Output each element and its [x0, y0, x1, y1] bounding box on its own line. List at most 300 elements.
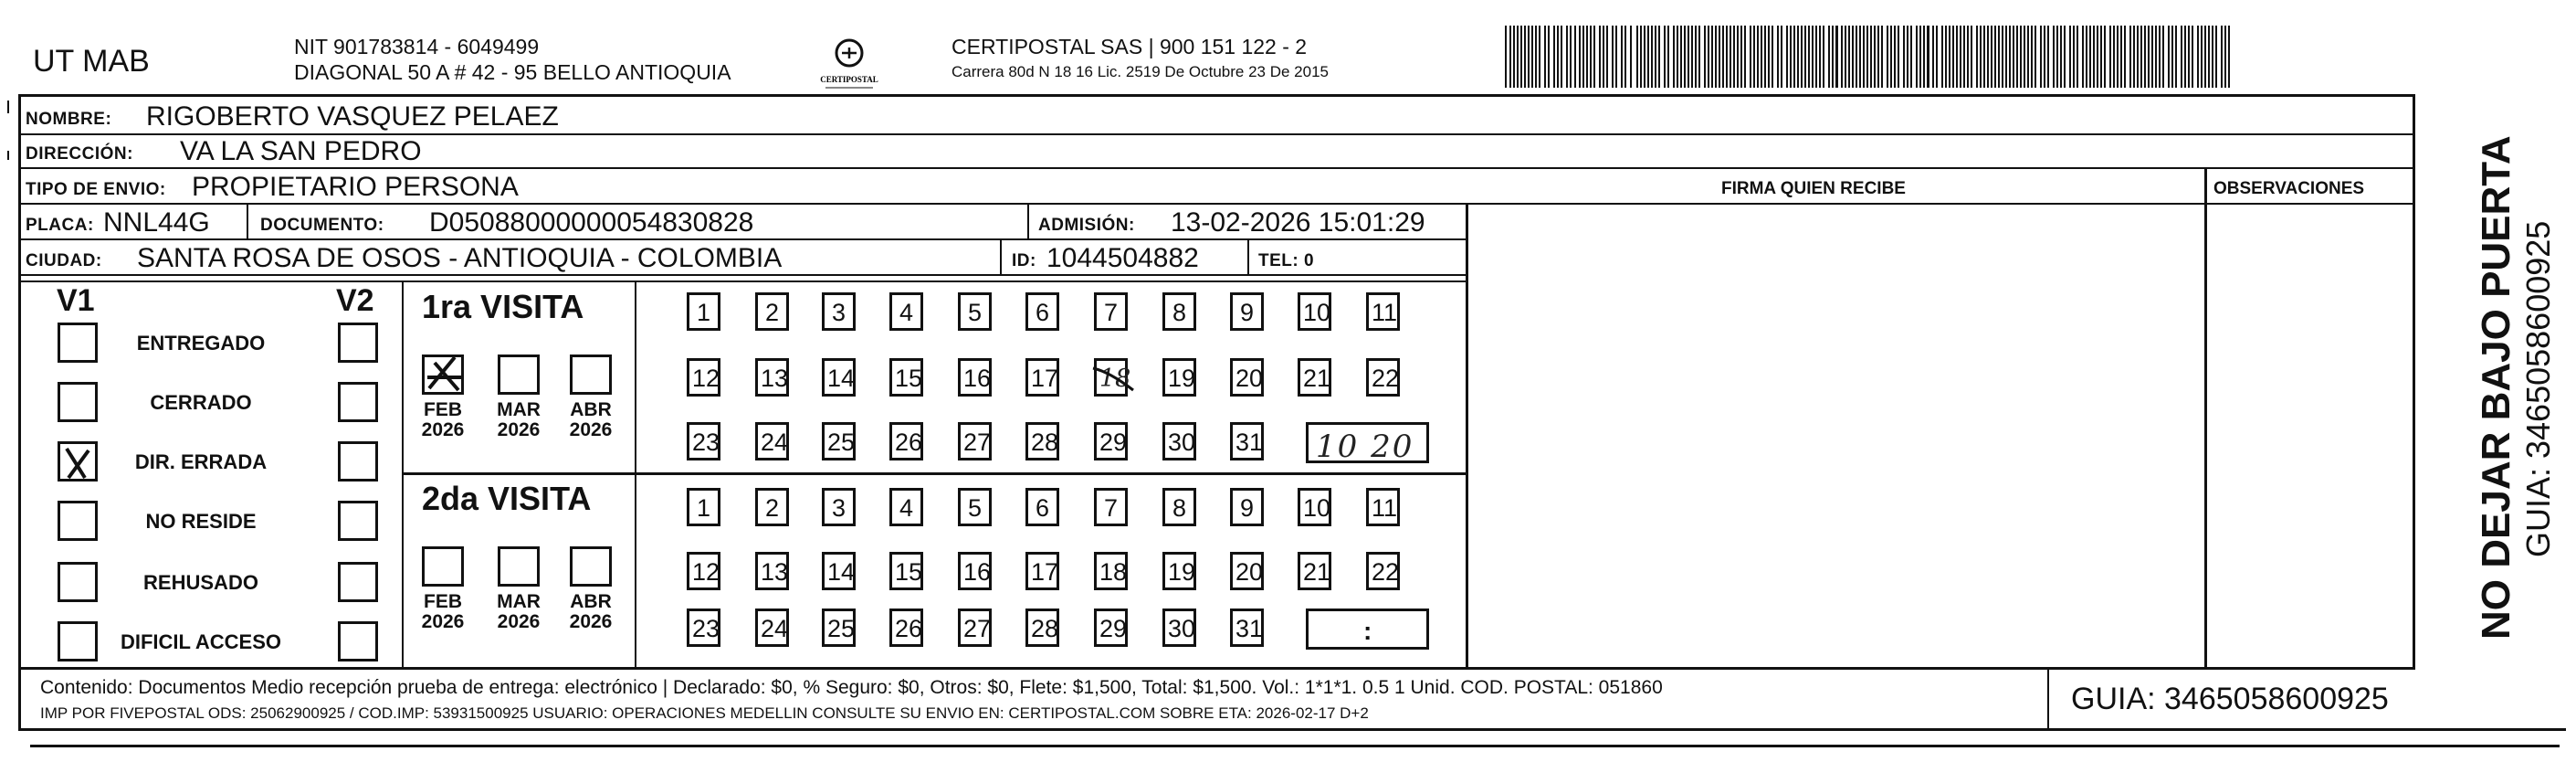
barcode-bar	[1750, 26, 1751, 88]
barcode-bar	[1815, 26, 1817, 88]
barcode-bar	[1531, 26, 1533, 88]
barcode-bar	[1744, 26, 1746, 88]
logo-text: CERTIPOSTAL	[820, 75, 878, 84]
barcode-bar	[1708, 26, 1709, 88]
barcode-bar	[1630, 26, 1632, 88]
barcode-bar	[1949, 26, 1950, 88]
day-checkbox[interactable]: 2	[755, 488, 789, 526]
day-checkbox[interactable]: 3	[822, 488, 856, 526]
barcode-bar	[1566, 26, 1568, 88]
barcode-bar	[1963, 26, 1965, 88]
barcode-bar	[1574, 26, 1576, 88]
footer-guide: GUIA: 3465058600925	[2071, 682, 2389, 716]
v2-label: V2	[336, 283, 374, 318]
day-checkbox[interactable]: 12	[687, 358, 720, 397]
barcode-bar	[1804, 26, 1806, 88]
barcode-bar	[2155, 26, 2157, 88]
barcode-bar	[1761, 26, 1762, 88]
month-checkbox[interactable]	[498, 546, 540, 587]
barcode-bar	[1945, 26, 1947, 88]
barcode	[1505, 26, 2235, 88]
barcode-bar	[1640, 26, 1642, 88]
day-checkbox[interactable]: 7	[1094, 488, 1128, 526]
tel-label: TEL:	[1258, 251, 1299, 270]
day-checkbox[interactable]: 11	[1366, 292, 1400, 331]
barcode-bar	[1655, 26, 1656, 88]
day-checkbox[interactable]: 8	[1162, 488, 1196, 526]
barcode-bar	[1863, 26, 1865, 88]
month-label: MAR 2026	[497, 399, 541, 441]
id-value: 1044504882	[1046, 243, 1199, 273]
barcode-bar	[1772, 26, 1773, 88]
barcode-bar	[1960, 26, 1961, 88]
document-label: DOCUMENTO:	[260, 216, 384, 235]
barcode-bar	[1994, 26, 1996, 88]
address-label: DIRECCIÓN:	[26, 144, 133, 164]
day-checkbox[interactable]: 23	[687, 422, 720, 460]
barcode-bar	[2044, 26, 2045, 88]
v2-checkbox[interactable]	[338, 562, 378, 602]
barcode-bar	[1823, 26, 1824, 88]
day-checkbox[interactable]: 28	[1025, 422, 1059, 460]
time-box[interactable]	[1306, 609, 1429, 650]
barcode-bar	[1757, 26, 1759, 88]
month-checkbox[interactable]	[422, 355, 464, 395]
month-checkbox[interactable]	[498, 355, 540, 395]
barcode-bar	[1790, 26, 1792, 88]
barcode-bar	[1544, 26, 1546, 88]
v1-label: V1	[57, 283, 95, 318]
barcode-bar	[2228, 26, 2230, 88]
barcode-bar	[1976, 26, 1978, 88]
barcode-bar	[1680, 26, 1682, 88]
barcode-bar	[2013, 26, 2014, 88]
barcode-bar	[1812, 26, 1814, 88]
frame-top	[18, 94, 2415, 97]
barcode-bar	[1952, 26, 1954, 88]
day-checkbox[interactable]: 16	[958, 358, 992, 397]
barcode-bar	[2212, 26, 2213, 88]
barcode-bar	[2047, 26, 2049, 88]
barcode-bar	[1793, 26, 1795, 88]
barcode-bar	[2089, 26, 2091, 88]
barcode-bar	[1848, 26, 1850, 88]
barcode-bar	[2002, 26, 2003, 88]
barcode-bar	[1715, 26, 1717, 88]
barcode-bar	[2140, 26, 2142, 88]
footer-contents: Contenido: Documentos Medio recepción prueba de entrega: electrónico | Declarado: $0, % Seguro: $0, Otros: $0, Flete: $1,500, Total: $1,500. Vol.: 1*1*1. 0.5 1 Unid. COD. POSTAL: 051860	[40, 677, 1663, 698]
barcode-bar	[1856, 26, 1857, 88]
status-label: CERRADO	[150, 391, 252, 414]
status-label: ENTREGADO	[136, 332, 266, 355]
day-checkbox[interactable]: 2	[755, 292, 789, 331]
barcode-bar	[2031, 26, 2033, 88]
v2-checkbox[interactable]	[338, 621, 378, 661]
admission-label: ADMISIÓN:	[1038, 216, 1135, 235]
barcode-bar	[1919, 26, 1921, 88]
day-checkbox[interactable]: 20	[1230, 552, 1264, 590]
barcode-bar	[1684, 26, 1686, 88]
barcode-bar	[1553, 26, 1555, 88]
barcode-bar	[1524, 26, 1526, 88]
barcode-bar	[1967, 26, 1969, 88]
barcode-bar	[1819, 26, 1821, 88]
barcode-bar	[1673, 26, 1675, 88]
shipment-type: PROPIETARIO PERSONA	[192, 172, 519, 202]
barcode-bar	[1698, 26, 1700, 88]
barcode-bar	[1624, 26, 1626, 88]
day-checkbox[interactable]: 31	[1230, 609, 1264, 647]
vertical-guide: GUIA: 3465058600925	[2519, 220, 2557, 557]
barcode-bar	[1916, 26, 1918, 88]
barcode-bar	[1688, 26, 1689, 88]
barcode-bar	[2035, 26, 2036, 88]
day-checkbox[interactable]: 10	[1298, 488, 1331, 526]
barcode-bar	[1664, 26, 1666, 88]
barcode-bar	[1517, 26, 1519, 88]
barcode-bar	[2064, 26, 2066, 88]
barcode-bar	[1941, 26, 1943, 88]
barcode-bar	[1971, 26, 1972, 88]
day-checkbox[interactable]: 19	[1162, 552, 1196, 590]
day-checkbox[interactable]: 25	[822, 609, 856, 647]
day-checkbox[interactable]: 16	[958, 552, 992, 590]
barcode-bar	[2093, 26, 2095, 88]
barcode-bar	[2009, 26, 2011, 88]
day-checkbox[interactable]: 28	[1025, 609, 1059, 647]
barcode-bar	[2027, 26, 2029, 88]
barcode-bar	[2053, 26, 2055, 88]
barcode-bar	[1621, 26, 1623, 88]
barcode-bar	[1801, 26, 1803, 88]
day-checkbox[interactable]: 10	[1298, 292, 1331, 331]
day-checkbox[interactable]: 1	[687, 488, 720, 526]
barcode-bar	[2016, 26, 2018, 88]
barcode-bar	[2184, 26, 2186, 88]
barcode-bar	[2162, 26, 2164, 88]
barcode-bar	[1528, 26, 1530, 88]
day-checkbox[interactable]: 13	[755, 552, 789, 590]
barcode-bar	[2129, 26, 2131, 88]
day-checkbox[interactable]: 4	[889, 292, 923, 331]
barcode-bar	[1936, 26, 1938, 88]
barcode-bar	[1586, 26, 1588, 88]
day-checkbox[interactable]: 30	[1162, 422, 1196, 460]
barcode-bar	[1606, 26, 1608, 88]
barcode-bar	[1983, 26, 1985, 88]
barcode-bar	[1932, 26, 1934, 88]
barcode-bar	[2197, 26, 2199, 88]
barcode-bar	[1998, 26, 2000, 88]
plate-value: NNL44G	[103, 207, 210, 238]
barcode-bar	[1781, 26, 1782, 88]
barcode-bar	[2024, 26, 2025, 88]
day-checkbox[interactable]: 29	[1094, 609, 1128, 647]
barcode-bar	[1907, 26, 1908, 88]
barcode-bar	[2100, 26, 2102, 88]
frame-footer-top	[18, 667, 2415, 670]
barcode-bar	[1753, 26, 1755, 88]
barcode-bar	[1890, 26, 1892, 88]
month-checkbox[interactable]	[570, 546, 612, 587]
time-value: 10 20	[1316, 429, 1414, 465]
shipment-type-label: TIPO DE ENVIO:	[26, 180, 166, 199]
v2-checkbox[interactable]	[338, 501, 378, 541]
document-value: D05088000000054830828	[429, 207, 754, 238]
barcode-bar	[1740, 26, 1742, 88]
barcode-bar	[1797, 26, 1799, 88]
day-checkbox[interactable]: 31	[1230, 422, 1264, 460]
barcode-bar	[1603, 26, 1604, 88]
barcode-bar	[2144, 26, 2146, 88]
barcode-bar	[2040, 26, 2042, 88]
day-checkbox[interactable]: 9	[1230, 488, 1264, 526]
barcode-bar	[1894, 26, 1896, 88]
barcode-bar	[1980, 26, 1982, 88]
barcode-bar	[2175, 26, 2177, 88]
barcode-bar	[2188, 26, 2190, 88]
barcode-bar	[1658, 26, 1660, 88]
barcode-bar	[2077, 26, 2078, 88]
day-checkbox[interactable]: 26	[889, 422, 923, 460]
day-checkbox[interactable]: 24	[755, 422, 789, 460]
barcode-bar	[1612, 26, 1614, 88]
barcode-bar	[1615, 26, 1617, 88]
status-label: DIFICIL ACCESO	[120, 630, 281, 653]
day-checkbox[interactable]: 14	[822, 552, 856, 590]
plate-label: PLACA:	[26, 216, 94, 235]
barcode-bar	[2120, 26, 2122, 88]
company-license: Carrera 80d N 18 16 Lic. 2519 De Octubre 23 De 2015	[952, 63, 1329, 80]
barcode-bar	[1859, 26, 1861, 88]
barcode-bar	[1722, 26, 1724, 88]
barcode-bar	[1887, 26, 1888, 88]
day-checkbox[interactable]: 18	[1094, 358, 1128, 397]
month-label: FEB 2026	[421, 591, 465, 633]
barcode-bar	[1910, 26, 1912, 88]
barcode-bar	[2137, 26, 2139, 88]
barcode-bar	[2192, 26, 2193, 88]
barcode-bar	[1733, 26, 1735, 88]
barcode-bar	[1590, 26, 1592, 88]
day-checkbox[interactable]: 20	[1230, 358, 1264, 397]
barcode-bar	[1599, 26, 1601, 88]
month-label: ABR 2026	[569, 399, 613, 441]
barcode-bar	[1513, 26, 1515, 88]
id-label: ID:	[1012, 251, 1036, 270]
recipient-name: RIGOBERTO VASQUEZ PELAEZ	[146, 101, 559, 132]
recipient-address: VA LA SAN PEDRO	[180, 136, 422, 166]
barcode-bar	[2215, 26, 2217, 88]
barcode-bar	[1557, 26, 1559, 88]
day-checkbox[interactable]: 1	[687, 292, 720, 331]
time-box[interactable]	[1306, 422, 1429, 463]
barcode-bar	[1695, 26, 1697, 88]
day-checkbox[interactable]: 14	[822, 358, 856, 397]
day-checkbox[interactable]: 8	[1162, 292, 1196, 331]
name-label: NOMBRE:	[26, 110, 112, 129]
day-checkbox[interactable]: 18	[1094, 552, 1128, 590]
barcode-bar	[2060, 26, 2062, 88]
barcode-bar	[1535, 26, 1537, 88]
month-checkbox[interactable]	[422, 546, 464, 587]
barcode-bar	[1866, 26, 1868, 88]
day-checkbox[interactable]: 17	[1025, 358, 1059, 397]
barcode-bar	[2224, 26, 2226, 88]
barcode-bar	[1561, 26, 1562, 88]
month-checkbox[interactable]	[570, 355, 612, 395]
barcode-bar	[2133, 26, 2135, 88]
admission-value: 13-02-2026 15:01:29	[1171, 207, 1425, 238]
barcode-bar	[2221, 26, 2223, 88]
first-visit-label: 1ra VISITA	[422, 288, 584, 325]
barcode-bar	[2020, 26, 2022, 88]
footer-print-info: IMP POR FIVEPOSTAL ODS: 25062900925 / COD.IMP: 53931500925 USUARIO: OPERACIONES MEDELLIN CONSULTE SU ENVIO EN: CERTIPOSTAL.COM SOBRE ETA: 2026-02-17 D+2	[40, 704, 1369, 722]
barcode-bar	[1651, 26, 1653, 88]
day-checkbox[interactable]: 15	[889, 358, 923, 397]
barcode-bar	[1726, 26, 1728, 88]
sender-address: DIAGONAL 50 A # 42 - 95 BELLO ANTIOQUIA	[294, 60, 731, 84]
barcode-bar	[1730, 26, 1731, 88]
signature-area	[1468, 205, 2204, 667]
day-checkbox[interactable]: 22	[1366, 358, 1400, 397]
barcode-bar	[1874, 26, 1876, 88]
barcode-bar	[1927, 26, 1929, 88]
barcode-bar	[1644, 26, 1645, 88]
day-checkbox[interactable]: 3	[822, 292, 856, 331]
barcode-bar	[2148, 26, 2150, 88]
day-checkbox[interactable]: 6	[1025, 488, 1059, 526]
barcode-bar	[1923, 26, 1925, 88]
barcode-bar	[1509, 26, 1511, 88]
barcode-bar	[1956, 26, 1958, 88]
barcode-bar	[1677, 26, 1678, 88]
barcode-bar	[1719, 26, 1720, 88]
day-checkbox[interactable]: 5	[958, 488, 992, 526]
sender-nit: NIT 901783814 - 6049499	[294, 35, 540, 58]
barcode-bar	[1764, 26, 1766, 88]
month-label: FEB 2026	[421, 399, 465, 441]
day-checkbox[interactable]: 29	[1094, 422, 1128, 460]
day-checkbox[interactable]: 27	[958, 609, 992, 647]
barcode-bar	[2097, 26, 2098, 88]
day-checkbox[interactable]: 13	[755, 358, 789, 397]
frame-bottom	[18, 728, 2566, 731]
city-value: SANTA ROSA DE OSOS - ANTIOQUIA - COLOMBIA	[137, 243, 783, 273]
barcode-bar	[1870, 26, 1872, 88]
barcode-bar	[1582, 26, 1584, 88]
month-label: ABR 2026	[569, 591, 613, 633]
barcode-bar	[2073, 26, 2075, 88]
sender-name: UT MAB	[33, 44, 150, 79]
barcode-bar	[2151, 26, 2153, 88]
day-checkbox[interactable]: 23	[687, 609, 720, 647]
barcode-bar	[1903, 26, 1905, 88]
barcode-bar	[1691, 26, 1693, 88]
second-visit-label: 2da VISITA	[422, 480, 592, 517]
frame-right	[2413, 94, 2415, 667]
day-checkbox[interactable]: 6	[1025, 292, 1059, 331]
v2-checkbox[interactable]	[338, 382, 378, 422]
barcode-bar	[2104, 26, 2106, 88]
day-checkbox[interactable]: 19	[1162, 358, 1196, 397]
barcode-bar	[1898, 26, 1899, 88]
barcode-bar	[1737, 26, 1739, 88]
barcode-bar	[1786, 26, 1788, 88]
barcode-bar	[1835, 26, 1838, 88]
barcode-bar	[1845, 26, 1846, 88]
barcode-bar	[1520, 26, 1522, 88]
barcode-bar	[1570, 26, 1572, 88]
day-checkbox[interactable]: 9	[1230, 292, 1264, 331]
barcode-bar	[1852, 26, 1854, 88]
barcode-bar	[2204, 26, 2206, 88]
day-checkbox[interactable]: 21	[1298, 552, 1331, 590]
v2-checkbox[interactable]	[338, 323, 378, 363]
observations-label: OBSERVACIONES	[2213, 179, 2365, 198]
barcode-bar	[2082, 26, 2084, 88]
barcode-bar	[1991, 26, 1992, 88]
time-value: :	[1363, 617, 1372, 645]
barcode-bar	[1877, 26, 1879, 88]
barcode-bar	[1768, 26, 1770, 88]
tel-value: 0	[1304, 251, 1315, 270]
day-checkbox[interactable]: 15	[889, 552, 923, 590]
day-checkbox[interactable]: 11	[1366, 488, 1400, 526]
day-checkbox[interactable]: 5	[958, 292, 992, 331]
barcode-bar	[1505, 26, 1507, 88]
day-checkbox[interactable]: 7	[1094, 292, 1128, 331]
day-checkbox[interactable]: 17	[1025, 552, 1059, 590]
frame-left	[18, 94, 21, 731]
day-checkbox[interactable]: 27	[958, 422, 992, 460]
barcode-bar	[1881, 26, 1883, 88]
barcode-bar	[2005, 26, 2007, 88]
barcode-bar	[1636, 26, 1638, 88]
barcode-bar	[2069, 26, 2071, 88]
barcode-bar	[2201, 26, 2203, 88]
barcode-bar	[1987, 26, 1989, 88]
day-checkbox[interactable]: 21	[1298, 358, 1331, 397]
day-checkbox[interactable]: 26	[889, 609, 923, 647]
day-checkbox[interactable]: 24	[755, 609, 789, 647]
barcode-bar	[1704, 26, 1706, 88]
barcode-bar	[2208, 26, 2210, 88]
day-checkbox[interactable]: 30	[1162, 609, 1196, 647]
company-name: CERTIPOSTAL SAS | 900 151 122 - 2	[952, 35, 1308, 58]
barcode-bar	[1579, 26, 1581, 88]
certipostal-logo	[813, 35, 886, 99]
barcode-bar	[1667, 26, 1669, 88]
status-label: REHUSADO	[143, 571, 258, 594]
day-checkbox[interactable]: 22	[1366, 552, 1400, 590]
day-checkbox[interactable]: 4	[889, 488, 923, 526]
barcode-bar	[2113, 26, 2115, 88]
v2-checkbox[interactable]	[338, 441, 378, 482]
barcode-bar	[2124, 26, 2126, 88]
barcode-bar	[2117, 26, 2119, 88]
barcode-bar	[2168, 26, 2170, 88]
no-dejar-warning: NO DEJAR BAJO PUERTA	[2474, 135, 2518, 640]
status-label: NO RESIDE	[145, 510, 257, 533]
barcode-bar	[2171, 26, 2173, 88]
signature-label: FIRMA QUIEN RECIBE	[1721, 179, 1906, 198]
day-checkbox[interactable]: 12	[687, 552, 720, 590]
barcode-bar	[1828, 26, 1830, 88]
barcode-bar	[2056, 26, 2058, 88]
day-checkbox[interactable]: 25	[822, 422, 856, 460]
barcode-bar	[2159, 26, 2161, 88]
